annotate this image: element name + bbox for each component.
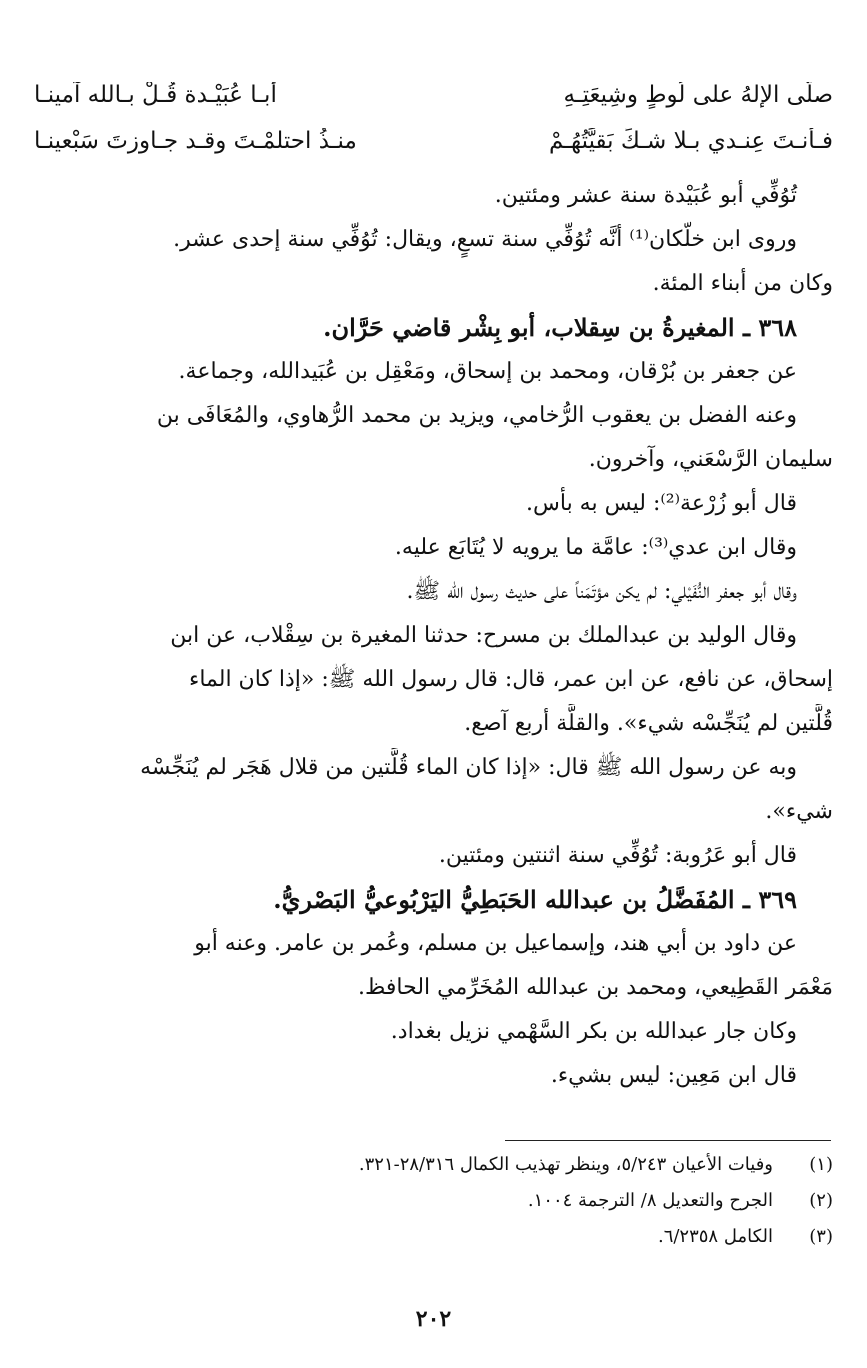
- text-line: وكان جار عبدالله بن بكر السَّهْمي نزيل بغداد.: [390, 1019, 797, 1044]
- text-line: قال أبو عَرُوبة: تُوُفِّي سنة اثنتين ومئتين.: [438, 843, 797, 868]
- text-line: مَعْمَر القَطِيعي، ومحمد بن عبدالله المُخَرِّمي الحافظ.: [358, 975, 833, 1000]
- text-line: وبه عن رسول الله ﷺ قال: «إذا كان الماء قُلَّتين من قلال هَجَر لم يُنَجِّسْه: [140, 755, 797, 780]
- text-line: عن داود بن أبي هند، وإسماعيل بن مسلم، وعُمر بن عامر. وعنه أبو: [194, 931, 797, 956]
- text-line: قُلَّتين لم يُنَجِّسْه شيء». والقلَّة أربع آصع.: [464, 711, 833, 736]
- footnote-divider: [505, 1140, 831, 1141]
- text-line: تُوُفِّي أبو عُبَيْدة سنة عشر ومئتين.: [494, 183, 797, 208]
- text-line: سليمان الرَّسْعَني، وآخرون.: [588, 447, 833, 472]
- poem-verse-2-second: منـذُ احتلمْـتَ وقـد جـاوزتَ سَبْعينـا: [34, 128, 357, 154]
- footnote-number: (٣): [809, 1226, 833, 1247]
- text-line: وروى ابن خلّكان⁽¹⁾ أنَّه تُوُفِّي سنة تسعٍ، ويقال: تُوُفِّي سنة إحدى عشر.: [173, 227, 797, 252]
- footnote-text: الجرح والتعديل ٨/ الترجمة ١٠٠٤.: [527, 1190, 773, 1211]
- footnote-text: الكامل ٦/٢٣٥٨.: [657, 1226, 773, 1247]
- footnote-number: (٢): [809, 1190, 833, 1211]
- text-line: قال ابن مَعِين: ليس بشيء.: [550, 1063, 797, 1088]
- text-line: وقال ابن عدي⁽³⁾: عامَّة ما يرويه لا يُتَابَع عليه.: [394, 535, 797, 560]
- poem-verse-2-first: فـأنـتَ عِنـدي بـلا شـكٍّ بَقيَّتُهُـمْ: [548, 128, 833, 154]
- text-line: وعنه الفضل بن يعقوب الرُّخامي، ويزيد بن محمد الرُّهاوي، والمُعَافَى بن: [156, 403, 797, 428]
- entry-heading-369: ٣٦٩ ـ المُفَضَّلُ بن عبدالله الحَبَطِيُّ اليَرْبُوعيُّ البَصْريُّ.: [273, 885, 797, 914]
- text-line: قال أبو زُرْعة⁽²⁾: ليس به بأس.: [526, 491, 797, 516]
- footnote-text: وفيات الأعيان ٥/٢٤٣، وينظر تهذيب الكمال ٢٨/٣١٦-٣٢١.: [358, 1154, 773, 1175]
- poem-verse-1-first: صلَّى الإلهُ على لُوطٍ وشِيعَتِـهِ: [563, 82, 833, 108]
- text-line: إسحاق، عن نافع، عن ابن عمر، قال: قال رسول الله ﷺ: «إذا كان الماء: [188, 667, 833, 692]
- entry-heading-368: ٣٦٨ ـ المغيرةُ بن سِقلاب، أبو بِشْر قاضي حَرَّان.: [323, 313, 797, 342]
- text-line: شيء».: [765, 799, 833, 824]
- footnote-number: (١): [809, 1154, 833, 1175]
- text-line: وقال أبو جعفر النُّفَيْلي: لم يكن مؤتَمَناً على حديث رسول الله ﷺ.: [406, 579, 797, 604]
- text-line: وقال الوليد بن عبدالملك بن مسرح: حدثنا المغيرة بن سِقْلاب، عن ابن: [170, 623, 797, 648]
- page-number: ٢٠٢: [415, 1306, 452, 1332]
- poem-verse-1-second: أَبـا عُبَيْـدة قُـلْ بـالله آمينـا: [34, 82, 277, 108]
- text-line: وكان من أبناء المئة.: [652, 271, 833, 296]
- text-line: عن جعفر بن بُرْقان، ومحمد بن إسحاق، ومَعْقِل بن عُبَيدالله، وجماعة.: [178, 359, 797, 384]
